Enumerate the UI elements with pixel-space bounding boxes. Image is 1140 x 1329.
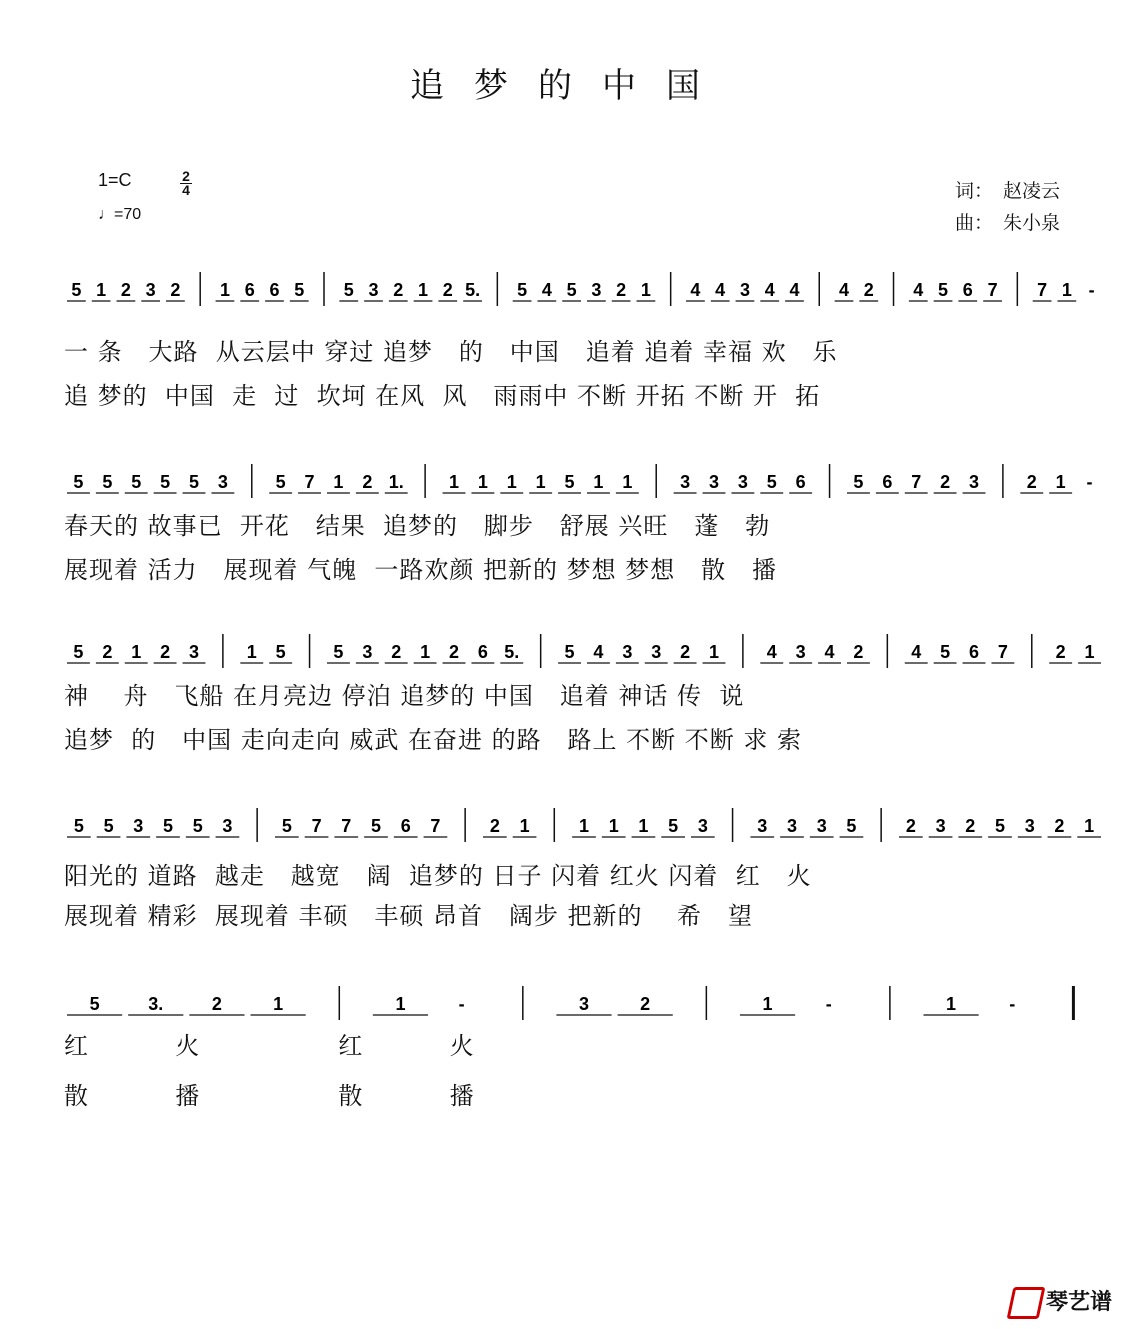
- lyricist-label: 词：: [955, 180, 994, 202]
- note: 5: [188, 472, 200, 492]
- note: 5.: [465, 280, 481, 300]
- note: 1: [506, 472, 517, 492]
- note: 4: [593, 642, 604, 662]
- note: 4: [715, 280, 726, 300]
- note: 3: [622, 642, 633, 662]
- hold-dash: -: [1086, 472, 1093, 492]
- note: 2: [120, 280, 131, 300]
- note: 3: [222, 816, 233, 836]
- notation-line: [64, 632, 1104, 666]
- note: 4: [789, 280, 800, 300]
- note: 3: [578, 994, 590, 1014]
- note: 1: [1084, 642, 1095, 662]
- hold-dash: -: [1009, 994, 1016, 1014]
- note: 4: [838, 280, 850, 300]
- note: 3: [757, 816, 768, 836]
- note: 4: [766, 642, 777, 662]
- composer-label: 曲：: [955, 212, 994, 234]
- note: 1: [638, 816, 649, 836]
- notation-svg: [64, 632, 1104, 672]
- note: 3: [651, 642, 662, 662]
- note: 3: [362, 642, 373, 662]
- note: 1: [578, 816, 590, 836]
- note: 2: [1026, 472, 1037, 492]
- note: 1: [519, 816, 530, 836]
- note: 5: [275, 642, 286, 662]
- note: 5.: [504, 642, 520, 662]
- note: 5: [940, 642, 951, 662]
- note: 5: [564, 472, 575, 492]
- note: 2: [489, 816, 500, 836]
- note: 1: [273, 994, 284, 1014]
- composer-credit: [955, 208, 1060, 235]
- note: 5: [343, 280, 354, 300]
- note: 3: [737, 472, 748, 492]
- note: 5: [73, 816, 84, 836]
- note: 5: [89, 994, 100, 1014]
- note: 2: [1054, 816, 1065, 836]
- note: 2: [940, 472, 951, 492]
- lyrics-verse-1: 神 舟 飞船 在月亮边 停泊 追梦的 中国 追着 神话 传 说: [64, 682, 745, 710]
- note: 5: [370, 816, 382, 836]
- note: 3: [739, 280, 750, 300]
- note: 2: [640, 994, 651, 1014]
- note: 7: [997, 642, 1008, 662]
- note: 7: [304, 472, 315, 492]
- note: 3: [680, 472, 691, 492]
- note: 2: [1055, 642, 1066, 662]
- notation-svg: [64, 984, 1104, 1024]
- note: 7: [341, 816, 352, 836]
- page-title: 追梦的中国: [410, 66, 730, 106]
- note: 1: [395, 994, 406, 1014]
- note: 7: [311, 816, 322, 836]
- hold-dash: -: [458, 994, 465, 1014]
- note: 2: [391, 642, 402, 662]
- note: 7: [987, 280, 998, 300]
- watermark-text: 琴艺谱: [1046, 1289, 1113, 1314]
- note: 5: [333, 642, 344, 662]
- note: 3: [708, 472, 720, 492]
- note: 3: [1024, 816, 1035, 836]
- note: 5: [517, 280, 528, 300]
- note: 2: [616, 280, 627, 300]
- hold-dash: -: [1088, 280, 1095, 300]
- watermark-logo: [1010, 1285, 1112, 1319]
- note: 1: [333, 472, 344, 492]
- lyrics-verse-2: 追 梦的 中国 走 过 坎坷 在风 风 雨雨中 不断 开拓 不断 开 拓: [64, 382, 821, 410]
- note: 3: [591, 280, 602, 300]
- notation-svg: [64, 462, 1104, 502]
- time-signature: [180, 170, 192, 197]
- lyrics-verse-2: 散 播 散 播: [64, 1082, 475, 1110]
- note: 2: [160, 642, 171, 662]
- note: 5: [160, 472, 171, 492]
- note: 3: [188, 642, 200, 662]
- note: 3: [968, 472, 980, 492]
- note: 5: [564, 642, 575, 662]
- note: 7: [430, 816, 441, 836]
- note: 1: [762, 994, 773, 1014]
- lyrics-verse-2: 展现着 活力 展现着 气魄 一路欢颜 把新的 梦想 梦想 散 播: [64, 556, 778, 584]
- note: 5: [294, 280, 305, 300]
- note: 3: [697, 816, 708, 836]
- note: 6: [882, 472, 893, 492]
- note: 3: [935, 816, 946, 836]
- notation-line: [64, 984, 1104, 1018]
- notation-line: [64, 462, 1104, 496]
- note: 1: [420, 642, 431, 662]
- lyricist-credit: [955, 176, 1060, 203]
- lyrics-verse-2: 展现着 精彩 展现着 丰硕 丰硕 昂首 阔步 把新的 希 望: [64, 902, 753, 930]
- lyricist-name: 赵凌云: [1003, 180, 1061, 202]
- note: 4: [824, 642, 835, 662]
- note: 3: [145, 280, 156, 300]
- note: 1: [1084, 816, 1095, 836]
- notation-line: [64, 270, 1104, 304]
- key-signature: 1=C: [98, 170, 132, 190]
- note: 4: [913, 280, 924, 300]
- note: 3: [786, 816, 798, 836]
- note: 5: [938, 280, 949, 300]
- time-signature-top: 2: [182, 168, 190, 184]
- note: 1.: [388, 472, 404, 492]
- note: 1: [96, 280, 107, 300]
- note: 5: [103, 816, 114, 836]
- note: 5: [71, 280, 82, 300]
- logo-icon: [1007, 1287, 1046, 1319]
- lyrics-verse-1: 阳光的 道路 越走 越宽 阔 追梦的 日子 闪着 红火 闪着 红 火: [64, 862, 812, 890]
- notation-svg: [64, 270, 1104, 310]
- tempo-marking: ♩=70: [98, 206, 142, 223]
- note: 6: [795, 472, 806, 492]
- note: 3: [133, 816, 144, 836]
- note: 5: [846, 816, 857, 836]
- time-signature-bottom: 4: [182, 182, 190, 198]
- note: 5: [192, 816, 203, 836]
- composer-name: 朱小泉: [1003, 212, 1061, 234]
- note: 2: [170, 280, 181, 300]
- note: 2: [905, 816, 916, 836]
- note: 4: [764, 280, 775, 300]
- note: 5: [668, 816, 679, 836]
- note: 5: [994, 816, 1006, 836]
- lyrics-verse-1: 红 火 红 火: [64, 1032, 475, 1060]
- note: 2: [362, 472, 373, 492]
- note: 1: [640, 280, 651, 300]
- note: 6: [244, 280, 255, 300]
- note: 5: [281, 816, 292, 836]
- note: 7: [911, 472, 922, 492]
- note: 4: [690, 280, 701, 300]
- note: 1: [608, 816, 619, 836]
- note: 2: [965, 816, 976, 836]
- note: 6: [962, 280, 973, 300]
- note: 5: [162, 816, 174, 836]
- note: 7: [1037, 280, 1048, 300]
- note: 5: [853, 472, 864, 492]
- lyrics-verse-1: 一 条 大路 从云层中 穿过 追梦 的 中国 追着 追着 幸福 欢 乐: [64, 338, 838, 366]
- note: 5: [73, 472, 84, 492]
- note: 1: [246, 642, 257, 662]
- notation-line: [64, 806, 1104, 840]
- note: 5: [102, 472, 113, 492]
- note: 6: [968, 642, 980, 662]
- note: 2: [448, 642, 460, 662]
- note: 1: [477, 472, 488, 492]
- notation-svg: [64, 806, 1104, 846]
- note: 1: [622, 472, 633, 492]
- note: 2: [102, 642, 113, 662]
- lyrics-verse-2: 追梦 的 中国 走向走向 威武 在奋进 的路 路上 不断 不断 求 索: [64, 726, 803, 754]
- note: 5: [566, 280, 577, 300]
- lyrics-verse-1: 春天的 故事已 开花 结果 追梦的 脚步 舒展 兴旺 蓬 勃: [64, 512, 771, 540]
- note: 6: [269, 280, 280, 300]
- hold-dash: -: [825, 994, 832, 1014]
- note: 1: [131, 642, 142, 662]
- note: 1: [219, 280, 230, 300]
- note: 4: [541, 280, 552, 300]
- note: 1: [1061, 280, 1072, 300]
- note: 3: [217, 472, 228, 492]
- note: 5: [766, 472, 777, 492]
- note: 5: [131, 472, 142, 492]
- note: 4: [911, 642, 922, 662]
- note: 2: [853, 642, 864, 662]
- note: 1: [708, 642, 720, 662]
- note: 2: [211, 994, 222, 1014]
- note: 3: [795, 642, 806, 662]
- note: 3: [368, 280, 379, 300]
- note: 2: [680, 642, 691, 662]
- note: 6: [477, 642, 488, 662]
- note: 1: [418, 280, 429, 300]
- note: 5: [275, 472, 286, 492]
- note: 1: [1055, 472, 1066, 492]
- note: 5: [73, 642, 84, 662]
- note: 6: [400, 816, 411, 836]
- note: 1: [946, 994, 957, 1014]
- note: 2: [863, 280, 874, 300]
- note: 1: [593, 472, 604, 492]
- note: 2: [442, 280, 453, 300]
- note: 2: [393, 280, 404, 300]
- note: 1: [448, 472, 460, 492]
- note: 3: [816, 816, 827, 836]
- note: 1: [535, 472, 546, 492]
- note: 3.: [148, 994, 164, 1014]
